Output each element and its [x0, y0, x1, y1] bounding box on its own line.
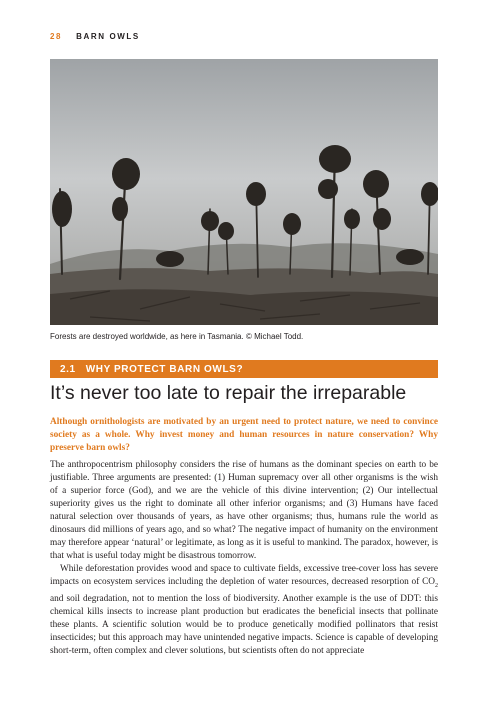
section-title: WHY PROTECT BARN OWLS? [85, 363, 244, 375]
body-paragraph-2 [50, 563, 438, 658]
subsection-heading: It’s never too late to repair the irreparable [50, 382, 407, 404]
section-header-bar [50, 360, 438, 378]
lead-paragraph: Although ornithologists are motivated by an urgent need to protect nature, we need to convince society as a whole. Why invest money and human resources in nature conservation? Why preserve barn owls? [50, 417, 438, 453]
body-text [50, 459, 438, 658]
running-header [50, 30, 140, 42]
paragraph-2-text-start: While deforestation provides wood and space to cultivate fields, excessive tree-cover loss has severe impacts on ecosystem services including the depletion of water resources, decreased resorption of CO [50, 564, 438, 587]
section-number: 2.1 [60, 363, 76, 375]
deforestation-photo [50, 59, 438, 325]
co2-subscript: 2 [435, 582, 438, 589]
page-number: 28 [50, 31, 63, 41]
body-paragraph-1: The anthropocentrism philosophy considers the rise of humans as the dominant species on earth to be justifiable. Three arguments are presented: (1) Human supremacy over all other organisms is the wish of a superior force (God), and we are the vehicle of this divine intervention; (2) Our intellectual superiority gives us the right to dominate all other inferior organisms; and (3) Humans have faced natural selection over thousands of years, as have other organisms; thus, humans rule the world as dinosaurs did millions of years ago, and so what? The negative impact of humanity on the environment may therefore appear ‘natural’ or legitimate, as long as it is useful to mankind. The paradox, however, is that what is useful today might be disastrous tomorrow. [50, 460, 438, 561]
paragraph-2-text-end: and soil degradation, not to mention the loss of biodiversity. Another example is the use of DDT: this chemical kills insects to increase plant production but eradicates the beneficial insects that pollinate these plants. A scientific solution would be to produce genetically modified pollinators that resist insecticides; but this approach may have unintended negative impacts. Science is capable of developing short-term, often complex and clever solutions, but scientists often do not appreciate [50, 593, 438, 656]
running-title: BARN OWLS [76, 31, 140, 41]
figure-caption: Forests are destroyed worldwide, as here in Tasmania. © Michael Todd. [50, 332, 304, 341]
